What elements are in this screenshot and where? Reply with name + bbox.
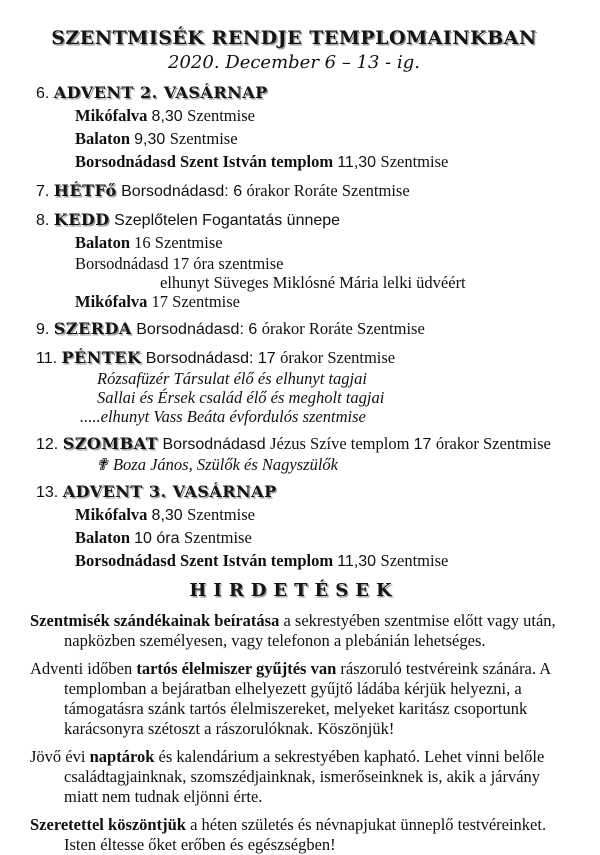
schedule-day-line [36, 432, 588, 456]
text-segment: Boza János, Szülők és Nagyszülők [112, 455, 338, 474]
schedule-entry-line [75, 293, 588, 312]
text-segment: és kalendárium a sekrestyében kapható. Lehet vinni belőle családtagjainknak, szomszédjainknak, ismerőseinknek is, akik a járvány miatt nem tudnak eljönni érte. [64, 747, 545, 806]
text-segment: Borsodnádasd: 17 [141, 350, 281, 367]
announcement-paragraph [30, 747, 578, 807]
text-segment: Borsodnádasd 17 óra szentmise [75, 254, 284, 273]
text-segment: 8,30 [151, 108, 188, 125]
date-range: 2020. December 6 – 13 - ig. [168, 52, 420, 73]
text-segment: PÉNTEK [61, 348, 142, 367]
text-segment: 12. [36, 436, 63, 453]
schedule-day-line [36, 346, 588, 370]
text-segment: a héten születés és névnapjukat ünneplő testvéreinket. Isten éltesse őket erőben és egészségben! [64, 815, 547, 854]
text-segment: Mikófalva [75, 292, 152, 311]
text-segment: Jézus Szíve templom [270, 434, 414, 453]
announcement-paragraph [30, 611, 578, 651]
text-segment: Szentmise [380, 551, 449, 570]
text-segment: Szentmise [187, 106, 255, 125]
text-segment: Szeplőtelen Fogantatás ünnepe [109, 212, 341, 229]
text-segment: elhunyt Süveges Miklósné Mária lelki üdvéért [160, 273, 466, 292]
text-segment: 13. [36, 484, 63, 501]
text-segment: órakor Szentmise [280, 348, 396, 367]
text-segment: KEDD [53, 210, 110, 229]
text-segment: Szentmise [183, 528, 252, 547]
text-segment: Balaton [75, 233, 135, 252]
schedule-day-line [36, 208, 588, 232]
text-segment: 8. [36, 212, 54, 229]
text-segment: Szentmise [169, 129, 238, 148]
text-segment: 9. [36, 321, 54, 338]
schedule-entry-line [75, 151, 588, 174]
schedule-entry-line [97, 389, 588, 408]
schedule-entry-line [75, 105, 588, 128]
text-segment: 8,30 [151, 507, 188, 524]
schedule-entry-line [75, 527, 588, 550]
text-segment: 17 Szentmise [151, 292, 240, 311]
announcements [0, 611, 588, 855]
text-segment: tartós élelmiszer gyűjtés van [136, 659, 337, 678]
schedule-entry-line [75, 504, 588, 527]
announcement-paragraph [30, 815, 578, 855]
text-segment: 11,30 [337, 553, 381, 570]
text-segment: 10 óra [134, 530, 184, 547]
text-segment: Borsodnádasd: 6 [116, 183, 247, 200]
text-segment: Sallai és Érsek család élő és megholt tagjai [97, 388, 385, 407]
text-segment: Szentmise [380, 152, 449, 171]
text-segment: ADVENT 2. VASÁRNAP [53, 83, 268, 102]
text-segment: Szentmisék szándékainak beíratása [30, 611, 280, 630]
announcements-title: HIRDETÉSEK [189, 580, 399, 601]
text-segment: HÉTFő [53, 181, 117, 200]
text-segment: 6. [36, 85, 54, 102]
text-segment: Szentmise [187, 505, 255, 524]
page-title: SZENTMISÉK RENDJE TEMPLOMAINKBAN [51, 27, 537, 49]
schedule-day-line [36, 317, 588, 341]
text-segment: Borsodnádasd: 6 [131, 321, 262, 338]
schedule-entry-line [75, 232, 588, 255]
text-segment: Borsodnádasd Szent István templom [75, 551, 338, 570]
text-segment: Borsodnádasd Szent István templom [75, 152, 338, 171]
text-segment: 9,30 [134, 131, 170, 148]
text-segment: Mikófalva [75, 505, 152, 524]
text-segment: .....elhunyt Vass Beáta évfordulós szentmise [80, 407, 366, 426]
text-segment: Balaton [75, 528, 135, 547]
schedule-entry-line [75, 255, 588, 274]
text-segment: naptárok [89, 747, 155, 766]
schedule-entry-line [80, 408, 588, 427]
text-segment: Balaton [75, 129, 135, 148]
text-segment: 16 Szentmise [134, 233, 223, 252]
text-segment: 7. [36, 183, 54, 200]
schedule-entry-line [160, 274, 588, 293]
text-segment: Adventi időben [30, 659, 137, 678]
schedule-entry-line [97, 370, 588, 389]
text-segment: Borsodnádasd [158, 436, 271, 453]
text-segment: a sekrestyében szentmise előtt vagy után, napközben személyesen, vagy telefonon a plebánián lehetséges. [64, 611, 556, 650]
cross-icon: ✟ [95, 455, 113, 474]
text-segment: ADVENT 3. VASÁRNAP [62, 482, 277, 501]
schedule-day-line [36, 81, 588, 105]
announcement-paragraph [30, 659, 578, 739]
text-segment: SZOMBAT [62, 434, 159, 453]
text-segment: Jövő évi [30, 747, 90, 766]
text-segment: SZERDA [53, 319, 132, 338]
text-segment: Mikófalva [75, 106, 152, 125]
text-segment: 11,30 [337, 154, 381, 171]
schedule-day-line [36, 480, 588, 504]
mass-schedule [0, 81, 588, 573]
text-segment: 17 [413, 436, 436, 453]
text-segment: rászoruló testvéreink szánára. A templomban a bejáratban elhelyezett gyűjtő ládába kérjük helyezni, a támogatásra szánk tartós élelmiszereket, melyeket karitász csoportunk karácsonyra szétoszt a rászorulóknak. Köszönjük! [64, 659, 551, 738]
schedule-entry-line [95, 456, 588, 475]
text-segment: Rózsafüzér Társulat élő és elhunyt tagjai [97, 369, 367, 388]
text-segment: órakor Roráte Szentmise [246, 181, 410, 200]
text-segment: órakor Roráte Szentmise [261, 319, 425, 338]
text-segment: órakor Szentmise [435, 434, 551, 453]
text-segment: 11. [36, 350, 62, 367]
text-segment: Szeretettel köszöntjük [30, 815, 186, 834]
schedule-entry-line [75, 128, 588, 151]
schedule-entry-line [75, 550, 588, 573]
schedule-day-line [36, 179, 588, 203]
